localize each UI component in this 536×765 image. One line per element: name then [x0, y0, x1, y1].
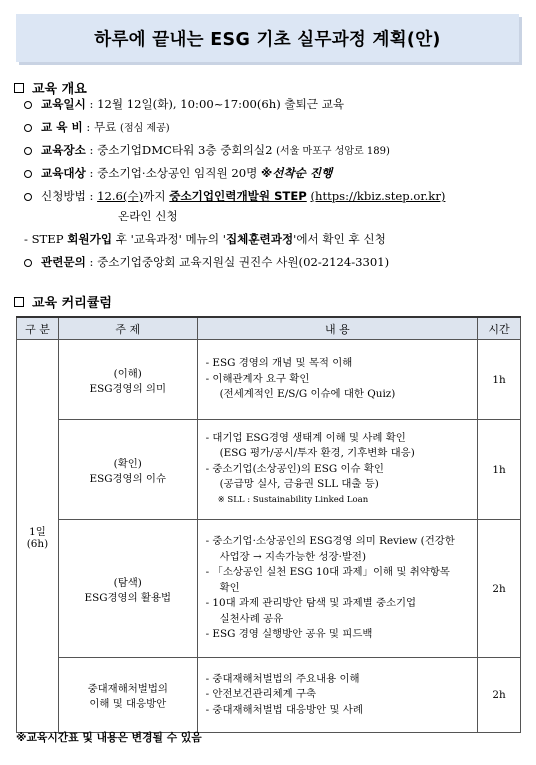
table-row: [17, 658, 521, 733]
square-bullet-icon: [14, 83, 24, 93]
info-target: 교육대상 : 중소기업·소상공인 임직원 20명 ※선착순 진행: [16, 166, 531, 181]
table-header-row: [17, 317, 521, 340]
info-contact: 관련문의 : 중소기업중앙회 교육지원실 권진수 사원(02-2124-3301): [16, 255, 531, 270]
circle-bullet-icon: [24, 193, 32, 201]
circle-bullet-icon: [24, 147, 32, 155]
content-cell: - 대기업 ESG경영 생태계 이해 및 사례 확인 (ESG 평가/공시/투자 환경, 기후변화 대응) - 중소기업(소상공인)의 ESG 이슈 확인 (공급망 실사, 금융권 SLL 대출 등) ※ SLL : Sustainability Linked Loan: [197, 420, 477, 520]
content-cell: - 중소기업·소상공인의 ESG경영 의미 Review (건강한 사업장 → 지속가능한 성장·발전) - 「소상공인 실천 ESG 10대 과제」이해 및 취약항목 확인 - 10대 과제 관리방안 탐색 및 과제별 중소기업 실천사례 공유 - ESG 경영 실행방안 공유 및 피드백: [197, 520, 477, 658]
content-cell: - 중대재해처벌법의 주요내용 이해 - 안전보건관리체계 구축 - 중대재해처벌법 대응방안 및 사례: [197, 658, 477, 733]
info-apply-line2: 온라인 신청: [118, 209, 178, 223]
day-cell: 1일 (6h): [17, 340, 59, 733]
circle-bullet-icon: [24, 101, 32, 109]
curriculum-heading: 교육 커리큘럼: [14, 292, 112, 311]
table-row: [17, 340, 521, 420]
hours-cell: 2h: [478, 658, 521, 733]
col-header-topic: 주 제: [58, 317, 197, 340]
square-bullet-icon: [14, 297, 24, 307]
topic-cell: 중대재해처벌법의 이해 및 대응방안: [58, 658, 197, 733]
overview-heading: 교육 개요: [14, 78, 87, 97]
circle-bullet-icon: [24, 124, 32, 132]
topic-cell: (탐색) ESG경영의 활용법: [58, 520, 197, 658]
info-step-note: - STEP 회원가입 후 '교육과정' 메뉴의 '집체훈련과정'에서 확인 후 신청: [24, 232, 386, 246]
col-header-division: 구 분: [17, 317, 59, 340]
title-banner: [16, 14, 519, 62]
topic-cell: (확인) ESG경영의 이슈: [58, 420, 197, 520]
table-row: [17, 420, 521, 520]
info-place: 교육장소 : 중소기업DMC타워 3층 중회의실2 (서울 마포구 성암로 189): [16, 143, 531, 159]
apply-url-link[interactable]: (https://kbiz.step.or.kr): [310, 189, 446, 203]
col-header-hours: 시간: [478, 317, 521, 340]
info-cost: 교 육 비 : 무료 (점심 제공): [16, 120, 531, 136]
info-date: 교육일시 : 12월 12일(화), 10:00~17:00(6h) 출퇴근 교육: [16, 97, 531, 112]
circle-bullet-icon: [24, 170, 32, 178]
circle-bullet-icon: [24, 259, 32, 267]
info-apply: 신청방법 : 12.6(수)까지 중소기업인력개발원 STEP (https://kbiz.step.or.kr): [16, 189, 531, 204]
footnote: ※교육시간표 및 내용은 변경될 수 있음: [16, 731, 202, 744]
curriculum-table: [16, 316, 521, 733]
hours-cell: 2h: [478, 520, 521, 658]
topic-cell: (이해) ESG경영의 의미: [58, 340, 197, 420]
page-title: 하루에 끝내는 ESG 기초 실무과정 계획(안): [94, 29, 441, 50]
content-cell: - ESG 경영의 개념 및 목적 이해 - 이해관계자 요구 확인 (전세계적인 E/S/G 이슈에 대한 Quiz): [197, 340, 477, 420]
table-row: [17, 520, 521, 658]
col-header-content: 내 용: [197, 317, 477, 340]
hours-cell: 1h: [478, 340, 521, 420]
hours-cell: 1h: [478, 420, 521, 520]
